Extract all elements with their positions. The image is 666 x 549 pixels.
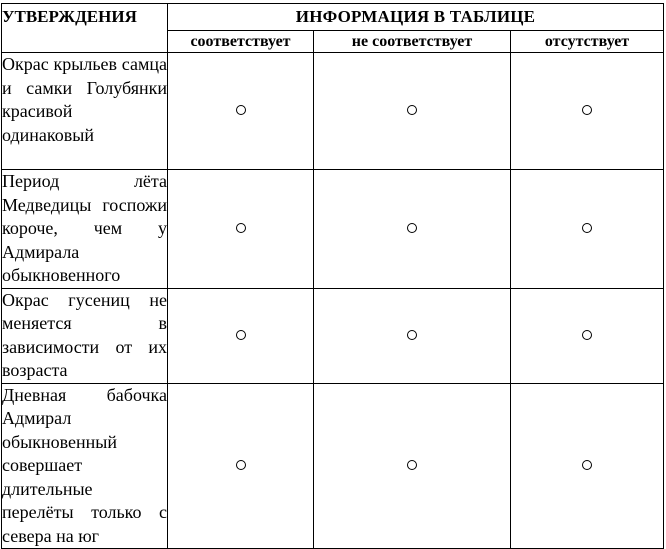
radio-button-matches[interactable] <box>236 223 246 233</box>
radio-button-matches[interactable] <box>236 330 246 340</box>
statements-column-header: УТВЕРЖДЕНИЯ <box>2 4 168 53</box>
choice-cell[interactable] <box>314 383 511 549</box>
choice-cell[interactable] <box>168 288 314 383</box>
statement-cell: Окрас гусениц не меняется в зависимости от их возраста <box>2 288 168 383</box>
choice-cell[interactable] <box>511 53 664 170</box>
choice-cell[interactable] <box>511 288 664 383</box>
choice-cell[interactable] <box>168 383 314 549</box>
radio-button-does-not-match[interactable] <box>407 460 417 470</box>
radio-button-matches[interactable] <box>236 460 246 470</box>
radio-button-matches[interactable] <box>236 105 246 115</box>
choice-cell[interactable] <box>511 170 664 289</box>
radio-button-absent[interactable] <box>582 330 592 340</box>
radio-button-absent[interactable] <box>582 105 592 115</box>
choice-cell[interactable] <box>511 383 664 549</box>
choice-cell[interactable] <box>314 53 511 170</box>
radio-button-does-not-match[interactable] <box>407 105 417 115</box>
choice-cell[interactable] <box>314 170 511 289</box>
choice-cell[interactable] <box>168 170 314 289</box>
statement-cell: Окрас крыльев самца и самки Голубянки красивой одинаковый <box>2 53 168 170</box>
option-header-matches: соответствует <box>168 31 314 53</box>
table-row <box>2 383 664 549</box>
table-row <box>2 170 664 289</box>
statements-table <box>1 3 664 549</box>
radio-button-absent[interactable] <box>582 223 592 233</box>
table-row <box>2 53 664 170</box>
radio-button-does-not-match[interactable] <box>407 330 417 340</box>
option-header-absent: отсутствует <box>511 31 664 53</box>
choice-cell[interactable] <box>314 288 511 383</box>
radio-button-absent[interactable] <box>582 460 592 470</box>
info-column-header: ИНФОРМАЦИЯ В ТАБЛИЦЕ <box>168 4 664 31</box>
radio-button-does-not-match[interactable] <box>407 223 417 233</box>
statement-cell: Дневная бабочка Адмирал обыкновенный совершает длительные перелёты только с севера на юг <box>2 383 168 549</box>
choice-cell[interactable] <box>168 53 314 170</box>
statement-cell: Период лёта Медведицы госпожи короче, чем у Адмирала обыкновенного <box>2 170 168 289</box>
table-row <box>2 288 664 383</box>
option-header-does-not-match: не соответствует <box>314 31 511 53</box>
